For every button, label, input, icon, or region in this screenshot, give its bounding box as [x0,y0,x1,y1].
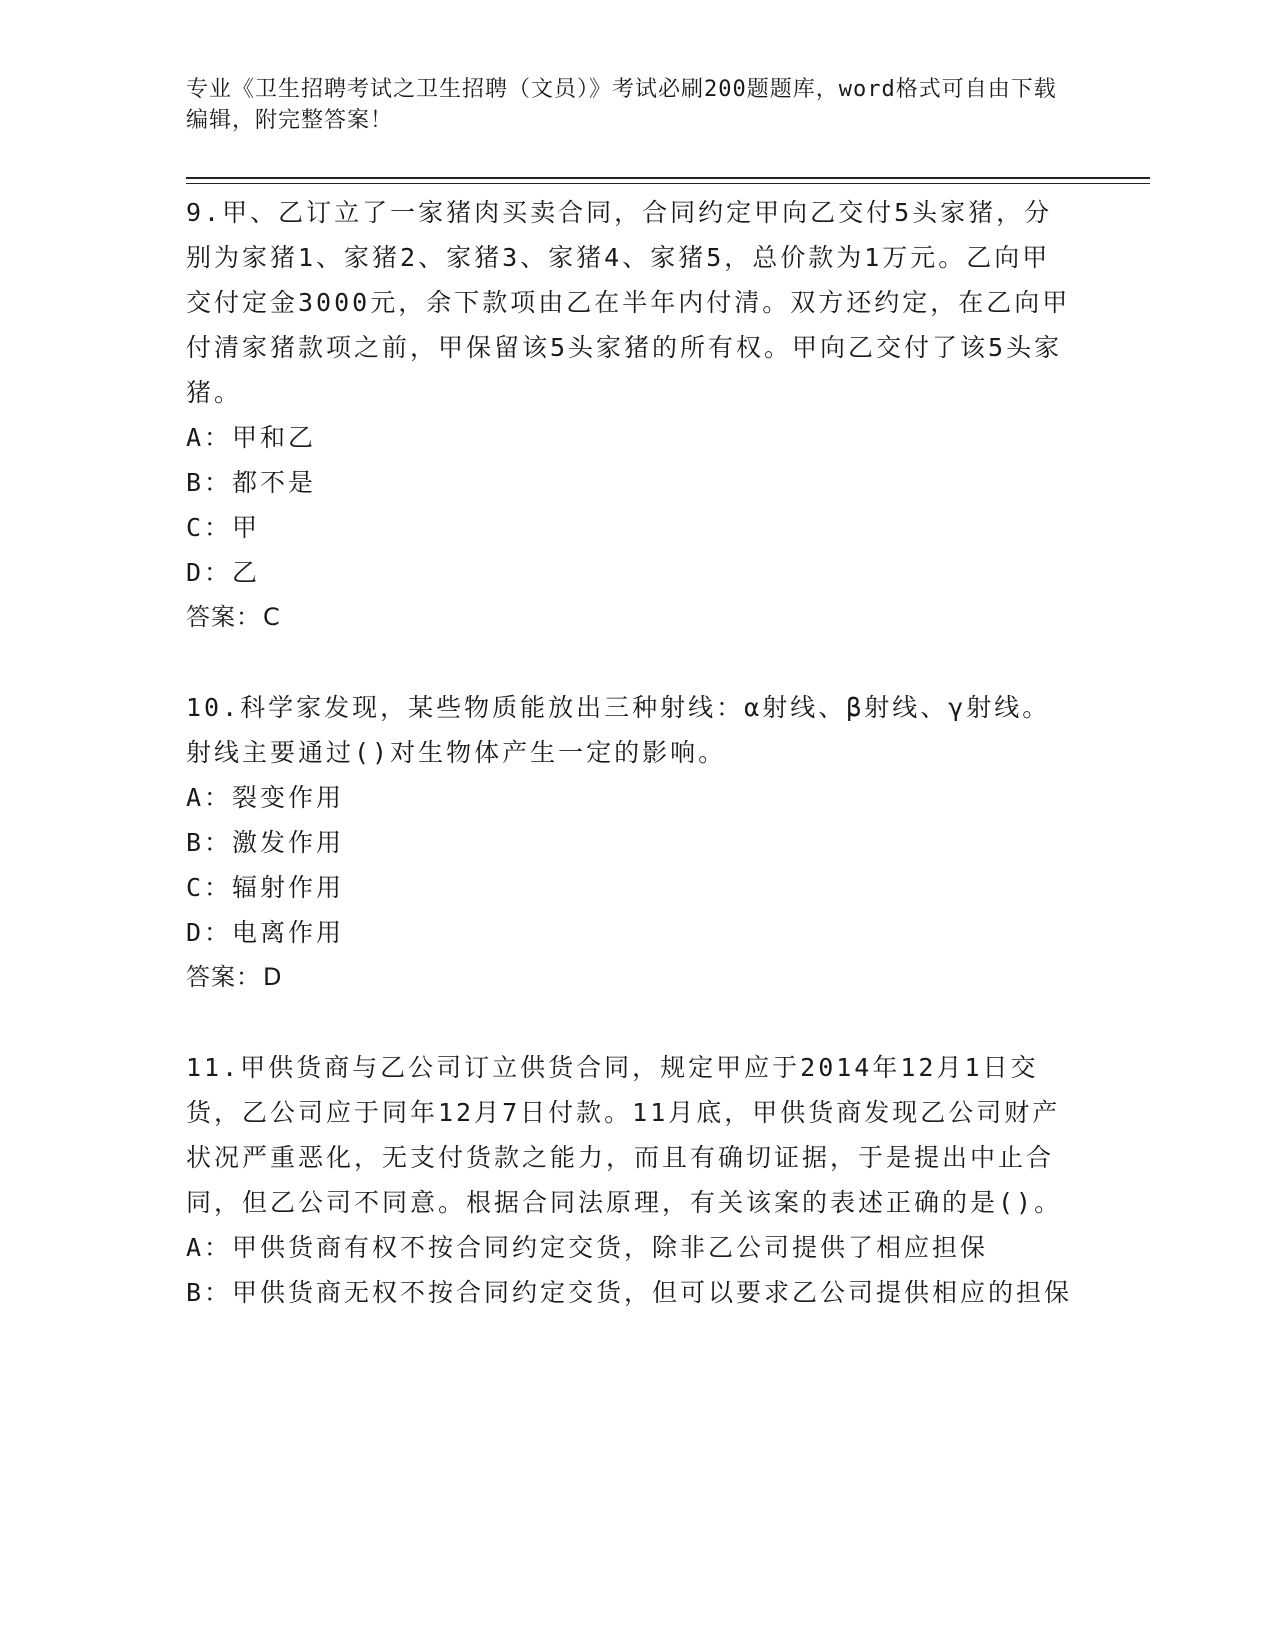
question-text: 11.甲供货商与乙公司订立供货合同，规定甲应于2014年12月1日交货，乙公司应于同年12月7日付款。11月底，甲供货商发现乙公司财产状况严重恶化，无支付货款之能力，而且有确切证据，于是提出中止合同，但乙公司不同意。根据合同法原理，有关该案的表述正确的是()。 [186,1053,1063,1217]
option-d: D：电离作用 [186,918,345,947]
option-c: C：甲 [186,513,261,542]
option-b: B：都不是 [186,468,317,497]
option-b: B：甲供货商无权不按合同约定交货，但可以要求乙公司提供相应的担保 [186,1278,1073,1307]
question-text: 9.甲、乙订立了一家猪肉买卖合同，合同约定甲向乙交付5头家猪，分别为家猪1、家猪2、家猪3、家猪4、家猪5，总价款为1万元。乙向甲交付定金3000元，余下款项由乙在半年内付清。双方还约定，在乙向甲付清家猪款项之前，甲保留该5头家猪的所有权。甲向乙交付了该5头家猪。 [186,198,1071,407]
option-a: A：裂变作用 [186,783,345,812]
option-a: A：甲供货商有权不按合同约定交货，除非乙公司提供了相应担保 [186,1233,989,1262]
question-11 [186,1045,1076,1315]
question-10 [186,685,1076,1000]
question-text: 10.科学家发现，某些物质能放出三种射线：α射线、β射线、γ射线。射线主要通过()对生物体产生一定的影响。 [186,693,1051,767]
answer-line [186,595,1076,640]
question-list [186,190,1076,1315]
option-c: C：辐射作用 [186,873,345,902]
answer-value: C [263,603,281,631]
option-a: A：甲和乙 [186,423,317,452]
answer-label: 答案： [186,603,261,631]
answer-line [186,955,1076,1000]
answer-label: 答案： [186,963,261,991]
header-divider-thin [186,183,1150,184]
option-d: D：乙 [186,558,261,587]
question-9 [186,190,1076,640]
header-divider-thick [186,177,1150,179]
option-b: B：激发作用 [186,828,345,857]
document-header: 专业《卫生招聘考试之卫生招聘（文员）》考试必刷200题题库，word格式可自由下载编辑，附完整答案！ [186,77,1057,133]
answer-value: D [263,963,283,991]
